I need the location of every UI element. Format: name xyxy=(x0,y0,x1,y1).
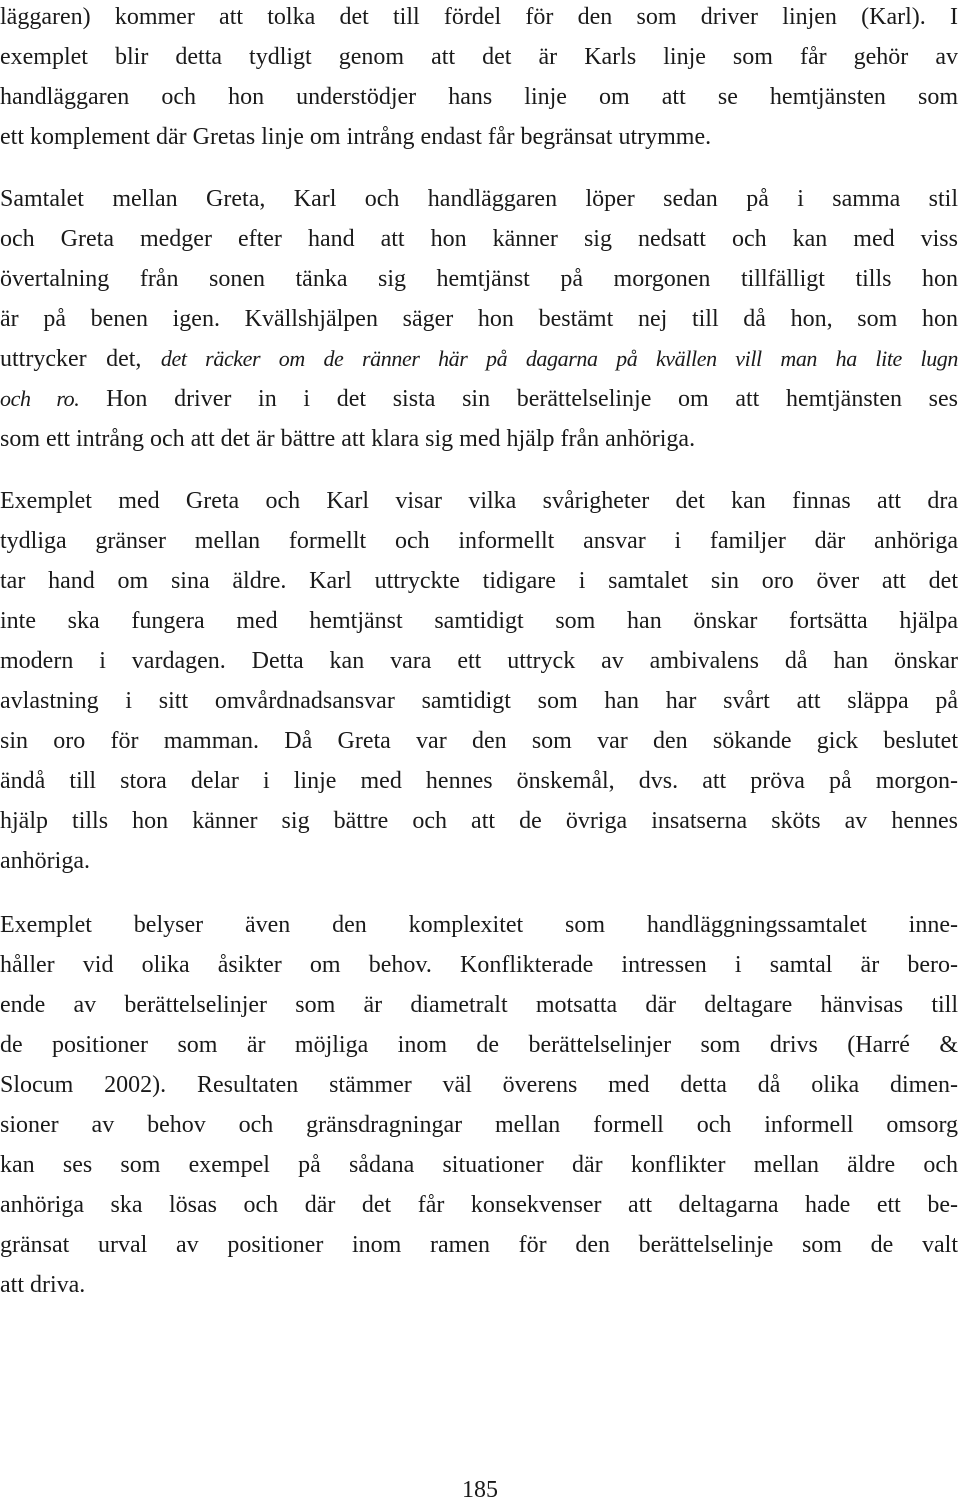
text-line: Exemplet med Greta och Karl visar vilka svårigheter det kan finnas att dra xyxy=(0,488,958,514)
text-line: kan ses som exempel på sådana situationer där konflikter mellan äldre och xyxy=(0,1152,958,1178)
text-line: anhöriga ska lösas och där det får konsekvenser att deltagarna hade ett be- xyxy=(0,1192,958,1218)
text-line: Samtalet mellan Greta, Karl och handläggaren löper sedan på i samma stil xyxy=(0,186,958,212)
text-span: uttrycker det, xyxy=(0,346,161,372)
text-line: anhöriga. xyxy=(0,848,90,874)
text-line: sioner av behov och gränsdragningar mellan formell och informell omsorg xyxy=(0,1112,958,1138)
text-line: och Greta medger efter hand att hon känner sig nedsatt och kan med viss xyxy=(0,226,958,252)
text-line: Exemplet belyser även den komplexitet som handläggningssamtalet inne- xyxy=(0,912,958,938)
text-line: gränsat urval av positioner inom ramen för den berättelselinje som de valt xyxy=(0,1232,958,1258)
quotation: det räcker om de ränner här på dagarna på kvällen vill man ha lite lugn xyxy=(160,346,958,371)
text-line: sin oro för mamman. Då Greta var den som var den sökande gick beslutet xyxy=(0,728,958,754)
text-line: tar hand om sina äldre. Karl uttryckte tidigare i samtalet sin oro över att det xyxy=(0,568,958,594)
text-line: handläggaren och hon understödjer hans linje om att se hemtjänsten som xyxy=(0,84,958,110)
text-span: Hon driver in i det sista sin berättelselinje om att hemtjänsten ses xyxy=(79,386,958,412)
quotation: och ro. xyxy=(0,386,80,411)
text-line: Slocum 2002). Resultaten stämmer väl överens med detta då olika dimen- xyxy=(0,1072,958,1098)
paragraph-3 xyxy=(0,481,958,881)
text-line: övertalning från sonen tänka sig hemtjänst på morgonen tillfälligt tills hon xyxy=(0,266,958,292)
text-line: att driva. xyxy=(0,1272,86,1298)
text-line: som ett intrång och att det är bättre att klara sig med hjälp från anhöriga. xyxy=(0,426,696,452)
paragraph-1 xyxy=(0,0,958,157)
quote-continuation-line xyxy=(0,379,958,419)
page-number: 185 xyxy=(462,1477,498,1503)
paragraph-2 xyxy=(0,179,958,459)
text-line: håller vid olika åsikter om behov. Konflikterade intressen i samtal är bero- xyxy=(0,952,958,978)
text-line: hjälp tills hon känner sig bättre och att de övriga insatserna sköts av hennes xyxy=(0,808,958,834)
text-line: läggaren) kommer att tolka det till fördel för den som driver linjen (Karl). I xyxy=(0,4,958,30)
text-line: avlastning i sitt omvårdnadsansvar samtidigt som han har svårt att släppa på xyxy=(0,688,958,714)
text-line: tydliga gränser mellan formellt och informellt ansvar i familjer där anhöriga xyxy=(0,528,958,554)
text-line: exemplet blir detta tydligt genom att det är Karls linje som får gehör av xyxy=(0,44,958,70)
text-line: inte ska fungera med hemtjänst samtidigt som han önskar fortsätta hjälpa xyxy=(0,608,958,634)
text-line: ändå till stora delar i linje med hennes önskemål, dvs. att pröva på morgon- xyxy=(0,768,958,794)
text-line: modern i vardagen. Detta kan vara ett uttryck av ambivalens då han önskar xyxy=(0,648,958,674)
quote-line xyxy=(0,339,958,379)
text-line: ett komplement där Gretas linje om intrång endast får begränsat utrymme. xyxy=(0,124,712,150)
text-line: är på benen igen. Kvällshjälpen säger hon bestämt nej till då hon, som hon xyxy=(0,306,958,332)
paragraph-4 xyxy=(0,905,958,1305)
text-line: de positioner som är möjliga inom de berättelselinjer som drivs (Harré & xyxy=(0,1032,958,1058)
text-line: ende av berättelselinjer som är diametralt motsatta där deltagare hänvisas till xyxy=(0,992,958,1018)
